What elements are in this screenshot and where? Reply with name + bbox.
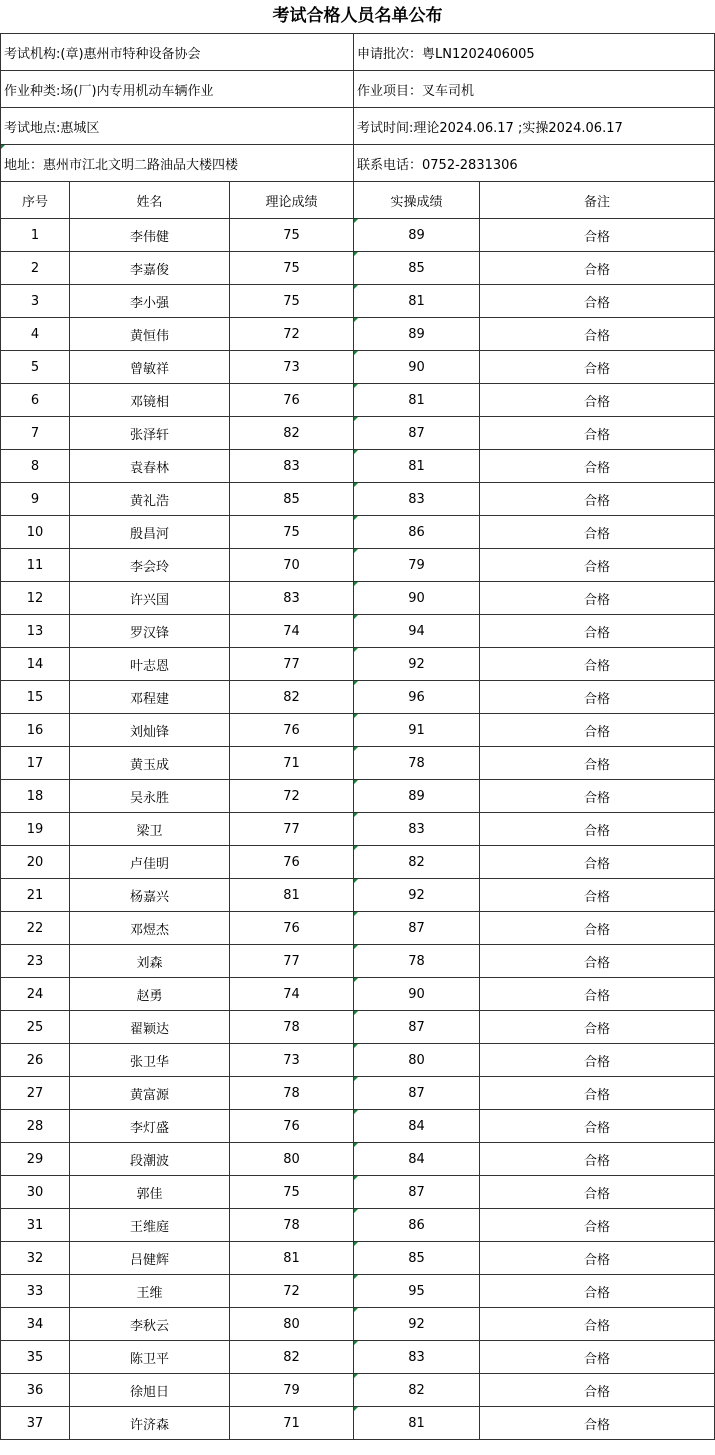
cell-no[interactable]: 11 [1, 549, 70, 582]
cell-practice-score[interactable]: 81 [354, 1407, 480, 1440]
cell-practice-score[interactable]: 83 [354, 483, 480, 516]
table-row [1, 747, 715, 780]
cell-theory-score[interactable]: 76 [230, 912, 354, 945]
cell-name[interactable]: 徐旭日 [70, 1374, 230, 1407]
cell-remark[interactable]: 合格 [480, 1110, 715, 1143]
cell-name[interactable]: 吴永胜 [70, 780, 230, 813]
cell-theory-score[interactable]: 75 [230, 285, 354, 318]
page-title: 考试合格人员名单公布 [272, 6, 443, 26]
cell-name[interactable]: 黄恒伟 [70, 318, 230, 351]
table-row [1, 978, 715, 1011]
cell-theory-score[interactable]: 81 [230, 879, 354, 912]
cell-no[interactable]: 24 [1, 978, 70, 1011]
address[interactable]: 地址：惠州市江北文明二路油品大楼四楼 [1, 145, 354, 182]
cell-practice-score[interactable]: 92 [354, 648, 480, 681]
cell-remark[interactable]: 合格 [480, 945, 715, 978]
cell-no[interactable]: 8 [1, 450, 70, 483]
cell-name[interactable]: 刘灿锋 [70, 714, 230, 747]
cell-remark[interactable]: 合格 [480, 318, 715, 351]
table-row [1, 813, 715, 846]
work-project[interactable]: 作业项目：叉车司机 [354, 71, 715, 108]
cell-practice-score[interactable]: 82 [354, 1374, 480, 1407]
cell-remark[interactable]: 合格 [480, 549, 715, 582]
cell-name[interactable]: 吕健辉 [70, 1242, 230, 1275]
table-row [1, 1176, 715, 1209]
cell-practice-score[interactable]: 87 [354, 417, 480, 450]
cell-practice-score[interactable]: 87 [354, 1176, 480, 1209]
cell-theory-score[interactable]: 75 [230, 219, 354, 252]
table-row [1, 615, 715, 648]
cell-no[interactable]: 23 [1, 945, 70, 978]
cell-theory-score[interactable]: 82 [230, 681, 354, 714]
cell-no[interactable]: 4 [1, 318, 70, 351]
header-cell-name[interactable]: 姓名 [70, 182, 230, 219]
cell-practice-score[interactable]: 81 [354, 285, 480, 318]
cell-name[interactable]: 段潮波 [70, 1143, 230, 1176]
cell-remark[interactable]: 合格 [480, 714, 715, 747]
cell-no[interactable]: 9 [1, 483, 70, 516]
table-row [1, 1143, 715, 1176]
cell-theory-score[interactable]: 75 [230, 1176, 354, 1209]
cell-theory-score[interactable]: 76 [230, 846, 354, 879]
cell-name[interactable]: 黄富源 [70, 1077, 230, 1110]
cell-remark[interactable]: 合格 [480, 417, 715, 450]
table-row [1, 549, 715, 582]
cell-practice-score[interactable]: 83 [354, 1341, 480, 1374]
cell-practice-score[interactable]: 82 [354, 846, 480, 879]
cell-no[interactable]: 28 [1, 1110, 70, 1143]
cell-theory-score[interactable]: 72 [230, 1275, 354, 1308]
cell-practice-score[interactable]: 85 [354, 1242, 480, 1275]
cell-name[interactable]: 李会玲 [70, 549, 230, 582]
cell-name[interactable]: 李灯盛 [70, 1110, 230, 1143]
cell-theory-score[interactable]: 81 [230, 1242, 354, 1275]
cell-name[interactable]: 刘森 [70, 945, 230, 978]
cell-theory-score[interactable]: 76 [230, 384, 354, 417]
cell-remark[interactable]: 合格 [480, 681, 715, 714]
table-row [1, 450, 715, 483]
cell-name[interactable]: 王维 [70, 1275, 230, 1308]
cell-name[interactable]: 袁春林 [70, 450, 230, 483]
header-row [1, 182, 715, 219]
cell-name[interactable]: 李伟健 [70, 219, 230, 252]
table-row [1, 1341, 715, 1374]
cell-theory-score[interactable]: 73 [230, 1044, 354, 1077]
cell-no[interactable]: 5 [1, 351, 70, 384]
cell-name[interactable]: 张卫华 [70, 1044, 230, 1077]
cell-no[interactable]: 25 [1, 1011, 70, 1044]
cell-name[interactable]: 殷昌河 [70, 516, 230, 549]
cell-practice-score[interactable]: 89 [354, 318, 480, 351]
cell-no[interactable]: 15 [1, 681, 70, 714]
cell-remark[interactable]: 合格 [480, 1407, 715, 1440]
cell-no[interactable]: 21 [1, 879, 70, 912]
cell-theory-score[interactable]: 78 [230, 1209, 354, 1242]
cell-remark[interactable]: 合格 [480, 747, 715, 780]
cell-name[interactable]: 许兴国 [70, 582, 230, 615]
header-cell-remark[interactable]: 备注 [480, 182, 715, 219]
table-row [1, 714, 715, 747]
cell-practice-score[interactable]: 80 [354, 1044, 480, 1077]
cell-theory-score[interactable]: 78 [230, 1077, 354, 1110]
table-row [1, 1077, 715, 1110]
cell-remark[interactable]: 合格 [480, 582, 715, 615]
cell-theory-score[interactable]: 75 [230, 252, 354, 285]
cell-theory-score[interactable]: 79 [230, 1374, 354, 1407]
table-row [1, 846, 715, 879]
table-row [1, 648, 715, 681]
cell-no[interactable]: 29 [1, 1143, 70, 1176]
cell-no[interactable]: 14 [1, 648, 70, 681]
cell-practice-score[interactable]: 87 [354, 1077, 480, 1110]
cell-practice-score[interactable]: 81 [354, 450, 480, 483]
exam-location[interactable]: 考试地点:惠城区 [1, 108, 354, 145]
cell-remark[interactable]: 合格 [480, 813, 715, 846]
cell-remark[interactable]: 合格 [480, 351, 715, 384]
cell-name[interactable]: 黄玉成 [70, 747, 230, 780]
cell-name[interactable]: 李嘉俊 [70, 252, 230, 285]
cell-theory-score[interactable]: 80 [230, 1308, 354, 1341]
cell-no[interactable]: 17 [1, 747, 70, 780]
cell-practice-score[interactable]: 86 [354, 516, 480, 549]
cell-name[interactable]: 许济森 [70, 1407, 230, 1440]
cell-theory-score[interactable]: 77 [230, 945, 354, 978]
cell-theory-score[interactable]: 76 [230, 714, 354, 747]
cell-name[interactable]: 邓镜相 [70, 384, 230, 417]
table-row [1, 516, 715, 549]
cell-theory-score[interactable]: 71 [230, 747, 354, 780]
table-row [1, 384, 715, 417]
cell-remark[interactable]: 合格 [480, 1275, 715, 1308]
cell-no[interactable]: 20 [1, 846, 70, 879]
cell-name[interactable]: 邓程建 [70, 681, 230, 714]
cell-practice-score[interactable]: 91 [354, 714, 480, 747]
cell-name[interactable]: 邓煜杰 [70, 912, 230, 945]
table-row [1, 912, 715, 945]
table-row [1, 1407, 715, 1440]
cell-theory-score[interactable]: 71 [230, 1407, 354, 1440]
cell-remark[interactable]: 合格 [480, 219, 715, 252]
cell-no[interactable]: 10 [1, 516, 70, 549]
header-cell-practice[interactable]: 实操成绩 [354, 182, 480, 219]
table-row [1, 1110, 715, 1143]
cell-practice-score[interactable]: 81 [354, 384, 480, 417]
cell-remark[interactable]: 合格 [480, 450, 715, 483]
table-row [1, 582, 715, 615]
cell-theory-score[interactable]: 80 [230, 1143, 354, 1176]
info-row [1, 108, 715, 145]
cell-theory-score[interactable]: 77 [230, 813, 354, 846]
cell-remark[interactable]: 合格 [480, 615, 715, 648]
cell-name[interactable]: 郭佳 [70, 1176, 230, 1209]
cell-remark[interactable]: 合格 [480, 483, 715, 516]
info-row [1, 71, 715, 108]
cell-name[interactable]: 曾敏祥 [70, 351, 230, 384]
cell-remark[interactable]: 合格 [480, 1374, 715, 1407]
cell-name[interactable]: 卢佳明 [70, 846, 230, 879]
cell-no[interactable]: 1 [1, 219, 70, 252]
results-table [0, 33, 715, 1440]
contact-phone[interactable]: 联系电话：0752-2831306 [354, 145, 715, 182]
cell-name[interactable]: 李小强 [70, 285, 230, 318]
cell-practice-score[interactable]: 85 [354, 252, 480, 285]
cell-practice-score[interactable]: 89 [354, 780, 480, 813]
cell-theory-score[interactable]: 85 [230, 483, 354, 516]
cell-remark[interactable]: 合格 [480, 780, 715, 813]
work-category[interactable]: 作业种类:场(厂)内专用机动车辆作业 [1, 71, 354, 108]
cell-remark[interactable]: 合格 [480, 1143, 715, 1176]
cell-name[interactable]: 梁卫 [70, 813, 230, 846]
info-row [1, 145, 715, 182]
cell-no[interactable]: 36 [1, 1374, 70, 1407]
cell-no[interactable]: 32 [1, 1242, 70, 1275]
cell-name[interactable]: 王维庭 [70, 1209, 230, 1242]
table-row [1, 252, 715, 285]
cell-no[interactable]: 7 [1, 417, 70, 450]
table-row [1, 1308, 715, 1341]
table-row [1, 285, 715, 318]
cell-no[interactable]: 3 [1, 285, 70, 318]
cell-no[interactable]: 22 [1, 912, 70, 945]
cell-no[interactable]: 13 [1, 615, 70, 648]
cell-practice-score[interactable]: 87 [354, 912, 480, 945]
cell-no[interactable]: 30 [1, 1176, 70, 1209]
cell-theory-score[interactable]: 83 [230, 450, 354, 483]
exam-time[interactable]: 考试时间:理论2024.06.17 ;实操2024.06.17 [354, 108, 715, 145]
cell-practice-score[interactable]: 87 [354, 1011, 480, 1044]
cell-practice-score[interactable]: 94 [354, 615, 480, 648]
cell-no[interactable]: 18 [1, 780, 70, 813]
table-row [1, 780, 715, 813]
cell-name[interactable]: 罗汉锋 [70, 615, 230, 648]
cell-practice-score[interactable]: 95 [354, 1275, 480, 1308]
cell-remark[interactable]: 合格 [480, 285, 715, 318]
cell-practice-score[interactable]: 86 [354, 1209, 480, 1242]
cell-remark[interactable]: 合格 [480, 1242, 715, 1275]
cell-practice-score[interactable]: 90 [354, 978, 480, 1011]
table-row [1, 1011, 715, 1044]
cell-remark[interactable]: 合格 [480, 1209, 715, 1242]
cell-no[interactable]: 33 [1, 1275, 70, 1308]
cell-remark[interactable]: 合格 [480, 846, 715, 879]
cell-no[interactable]: 31 [1, 1209, 70, 1242]
cell-no[interactable]: 35 [1, 1341, 70, 1374]
table-row [1, 1209, 715, 1242]
cell-name[interactable]: 李秋云 [70, 1308, 230, 1341]
cell-remark[interactable]: 合格 [480, 879, 715, 912]
cell-remark[interactable]: 合格 [480, 516, 715, 549]
info-row [1, 34, 715, 71]
cell-remark[interactable]: 合格 [480, 1077, 715, 1110]
cell-practice-score[interactable]: 83 [354, 813, 480, 846]
table-row [1, 945, 715, 978]
cell-remark[interactable]: 合格 [480, 1044, 715, 1077]
cell-remark[interactable]: 合格 [480, 912, 715, 945]
cell-practice-score[interactable]: 90 [354, 582, 480, 615]
cell-remark[interactable]: 合格 [480, 1341, 715, 1374]
table-row [1, 1374, 715, 1407]
table-row [1, 219, 715, 252]
cell-practice-score[interactable]: 96 [354, 681, 480, 714]
table-row [1, 417, 715, 450]
cell-theory-score[interactable]: 78 [230, 1011, 354, 1044]
cell-practice-score[interactable]: 92 [354, 1308, 480, 1341]
table-row [1, 351, 715, 384]
cell-name[interactable]: 赵勇 [70, 978, 230, 1011]
cell-name[interactable]: 杨嘉兴 [70, 879, 230, 912]
table-row [1, 1242, 715, 1275]
application-batch[interactable]: 申请批次：粤LN1202406005 [354, 34, 715, 71]
table-row [1, 1044, 715, 1077]
cell-no[interactable]: 27 [1, 1077, 70, 1110]
cell-remark[interactable]: 合格 [480, 1011, 715, 1044]
cell-no[interactable]: 37 [1, 1407, 70, 1440]
cell-remark[interactable]: 合格 [480, 1308, 715, 1341]
cell-practice-score[interactable]: 78 [354, 747, 480, 780]
table-row [1, 318, 715, 351]
cell-theory-score[interactable]: 72 [230, 318, 354, 351]
cell-theory-score[interactable]: 74 [230, 615, 354, 648]
cell-remark[interactable]: 合格 [480, 252, 715, 285]
cell-theory-score[interactable]: 74 [230, 978, 354, 1011]
table-row [1, 1275, 715, 1308]
cell-practice-score[interactable]: 84 [354, 1143, 480, 1176]
cell-name[interactable]: 黄礼浩 [70, 483, 230, 516]
cell-remark[interactable]: 合格 [480, 384, 715, 417]
header-cell-theory[interactable]: 理论成绩 [230, 182, 354, 219]
cell-remark[interactable]: 合格 [480, 648, 715, 681]
cell-practice-score[interactable]: 92 [354, 879, 480, 912]
cell-theory-score[interactable]: 73 [230, 351, 354, 384]
cell-no[interactable]: 19 [1, 813, 70, 846]
cell-theory-score[interactable]: 82 [230, 1341, 354, 1374]
cell-remark[interactable]: 合格 [480, 1176, 715, 1209]
table-row [1, 879, 715, 912]
cell-theory-score[interactable]: 72 [230, 780, 354, 813]
cell-name[interactable]: 翟颖达 [70, 1011, 230, 1044]
cell-name[interactable]: 陈卫平 [70, 1341, 230, 1374]
cell-theory-score[interactable]: 82 [230, 417, 354, 450]
cell-practice-score[interactable]: 79 [354, 549, 480, 582]
cell-practice-score[interactable]: 84 [354, 1110, 480, 1143]
cell-practice-score[interactable]: 78 [354, 945, 480, 978]
cell-no[interactable]: 12 [1, 582, 70, 615]
cell-name[interactable]: 张泽轩 [70, 417, 230, 450]
cell-theory-score[interactable]: 83 [230, 582, 354, 615]
exam-institution[interactable]: 考试机构:(章)惠州市特种设备协会 [1, 34, 354, 71]
cell-theory-score[interactable]: 70 [230, 549, 354, 582]
cell-no[interactable]: 26 [1, 1044, 70, 1077]
cell-theory-score[interactable]: 77 [230, 648, 354, 681]
header-cell-no[interactable]: 序号 [1, 182, 70, 219]
cell-no[interactable]: 6 [1, 384, 70, 417]
cell-no[interactable]: 34 [1, 1308, 70, 1341]
cell-no[interactable]: 16 [1, 714, 70, 747]
table-row [1, 681, 715, 714]
cell-name[interactable]: 叶志恩 [70, 648, 230, 681]
cell-theory-score[interactable]: 76 [230, 1110, 354, 1143]
cell-practice-score[interactable]: 90 [354, 351, 480, 384]
cell-remark[interactable]: 合格 [480, 978, 715, 1011]
cell-no[interactable]: 2 [1, 252, 70, 285]
cell-practice-score[interactable]: 89 [354, 219, 480, 252]
cell-theory-score[interactable]: 75 [230, 516, 354, 549]
table-row [1, 483, 715, 516]
